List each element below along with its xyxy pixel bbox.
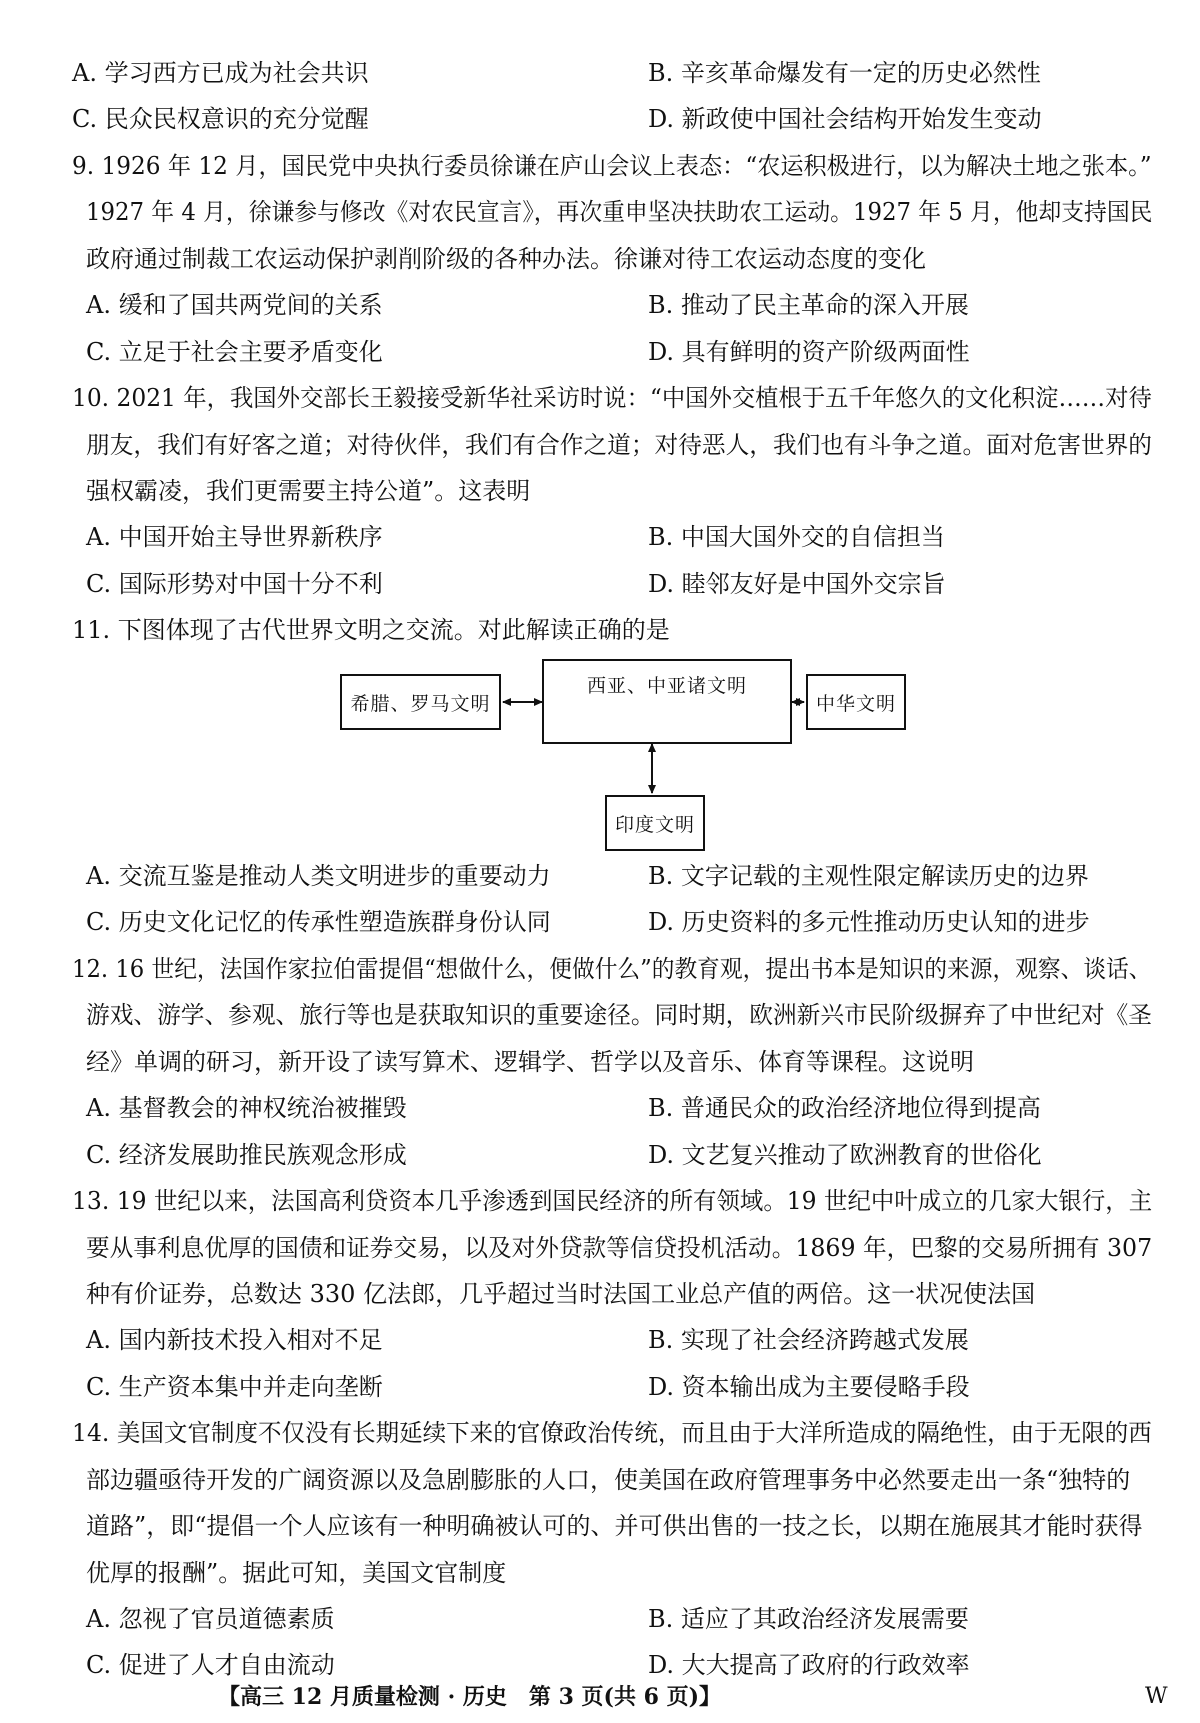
option-d: D. 新政使中国社会结构开始发生变动 xyxy=(648,105,1042,133)
question-9-line-3: 政府通过制裁工农运动保护剥削阶级的各种办法。徐谦对待工农运动态度的变化 xyxy=(86,245,926,273)
question-13-option-d: D. 资本输出成为主要侵略手段 xyxy=(648,1373,970,1401)
greek-roman-civilization-box: 希腊、罗马文明 xyxy=(340,674,501,730)
footer-mark: W xyxy=(1145,1684,1168,1709)
question-10-option-a: A. 中国开始主导世界新秩序 xyxy=(86,523,383,551)
option-a: A. 学习西方已成为社会共识 xyxy=(72,59,369,87)
question-11-option-c: C. 历史文化记忆的传承性塑造族群身份认同 xyxy=(86,908,551,936)
question-14-line-1: 14. 美国文官制度不仅没有长期延续下来的官僚政治传统，而且由于大洋所造成的隔绝性，由于无限的西 xyxy=(72,1419,1152,1447)
question-9-option-b: B. 推动了民主革命的深入开展 xyxy=(648,291,969,319)
question-11-option-b: B. 文字记载的主观性限定解读历史的边界 xyxy=(648,862,1089,890)
question-11-line-1: 11. 下图体现了古代世界文明之交流。对此解读正确的是 xyxy=(72,616,670,644)
question-10-line-2: 朋友，我们有好客之道；对待伙伴，我们有合作之道；对待恶人，我们也有斗争之道。面对危害世界的 xyxy=(86,431,1152,459)
chinese-civilization-box: 中华文明 xyxy=(806,674,906,730)
question-9-option-d: D. 具有鲜明的资产阶级两面性 xyxy=(648,338,970,366)
indian-civilization-box: 印度文明 xyxy=(605,795,705,851)
question-12-line-3: 经》单调的研习，新开设了读写算术、逻辑学、哲学以及音乐、体育等课程。这说明 xyxy=(86,1048,974,1076)
question-10-option-b: B. 中国大国外交的自信担当 xyxy=(648,523,945,551)
option-b: B. 辛亥革命爆发有一定的历史必然性 xyxy=(648,59,1041,87)
question-13-option-b: B. 实现了社会经济跨越式发展 xyxy=(648,1326,969,1354)
question-9-option-a: A. 缓和了国共两党间的关系 xyxy=(86,291,383,319)
question-13-line-2: 要从事利息优厚的国债和证券交易，以及对外贷款等信贷投机活动。1869 年，巴黎的交易所拥有 307 xyxy=(86,1234,1153,1262)
footer-title: 【高三 12 月质量检测 · 历史 第 3 页(共 6 页)】 xyxy=(218,1684,721,1710)
question-12-option-d: D. 文艺复兴推动了欧洲教育的世俗化 xyxy=(648,1141,1042,1169)
question-14-option-b: B. 适应了其政治经济发展需要 xyxy=(648,1605,969,1633)
question-14-option-d: D. 大大提高了政府的行政效率 xyxy=(648,1651,970,1679)
question-14-line-4: 优厚的报酬”。据此可知，美国文官制度 xyxy=(86,1559,507,1587)
question-14-option-c: C. 促进了人才自由流动 xyxy=(86,1651,335,1679)
question-9-option-c: C. 立足于社会主要矛盾变化 xyxy=(86,338,383,366)
question-12-line-2: 游戏、游学、参观、旅行等也是获取知识的重要途径。同时期，欧洲新兴市民阶级摒弃了中世纪对《圣 xyxy=(86,1001,1152,1029)
question-12-line-1: 12. 16 世纪，法国作家拉伯雷提倡“想做什么，便做什么”的教育观，提出书本是知识的来源，观察、谈话、 xyxy=(72,955,1152,983)
question-10-option-d: D. 睦邻友好是中国外交宗旨 xyxy=(648,570,946,598)
question-10-line-3: 强权霸凌，我们更需要主持公道”。这表明 xyxy=(86,477,531,505)
west-central-asia-civilizations-box: 西亚、中亚诸文明 xyxy=(542,659,792,744)
question-13-line-3: 种有价证券，总数达 330 亿法郎，几乎超过当时法国工业总产值的两倍。这一状况使法国 xyxy=(86,1280,1036,1308)
question-14-line-3: 道路”，即“提倡一个人应该有一种明确被认可的、并可供出售的一技之长，以期在施展其才能时获得 xyxy=(86,1512,1143,1540)
question-12-option-b: B. 普通民众的政治经济地位得到提高 xyxy=(648,1094,1041,1122)
question-9-line-1: 9. 1926 年 12 月，国民党中央执行委员徐谦在庐山会议上表态：“农运积极进行，以为解决土地之张本。” xyxy=(72,152,1152,180)
question-14-option-a: A. 忽视了官员道德素质 xyxy=(86,1605,335,1633)
question-13-option-c: C. 生产资本集中并走向垄断 xyxy=(86,1373,383,1401)
question-11-option-d: D. 历史资料的多元性推动历史认知的进步 xyxy=(648,908,1090,936)
question-12-option-a: A. 基督教会的神权统治被摧毁 xyxy=(86,1094,407,1122)
civilization-exchange-diagram xyxy=(340,655,920,855)
question-14-line-2: 部边疆亟待开发的广阔资源以及急剧膨胀的人口，使美国在政府管理事务中必然要走出一条“独特的 xyxy=(86,1466,1131,1494)
question-13-line-1: 13. 19 世纪以来，法国高利贷资本几乎渗透到国民经济的所有领域。19 世纪中叶成立的几家大银行，主 xyxy=(72,1187,1153,1215)
question-13-option-a: A. 国内新技术投入相对不足 xyxy=(86,1326,383,1354)
question-11-option-a: A. 交流互鉴是推动人类文明进步的重要动力 xyxy=(86,862,551,890)
question-12-option-c: C. 经济发展助推民族观念形成 xyxy=(86,1141,407,1169)
question-10-line-1: 10. 2021 年，我国外交部长王毅接受新华社采访时说：“中国外交植根于五千年悠久的文化积淀……对待 xyxy=(72,384,1152,412)
question-9-line-2: 1927 年 4 月，徐谦参与修改《对农民宣言》，再次重申坚决扶助农工运动。1927 年 5 月，他却支持国民 xyxy=(86,198,1153,226)
option-c: C. 民众民权意识的充分觉醒 xyxy=(72,105,369,133)
question-10-option-c: C. 国际形势对中国十分不利 xyxy=(86,570,383,598)
